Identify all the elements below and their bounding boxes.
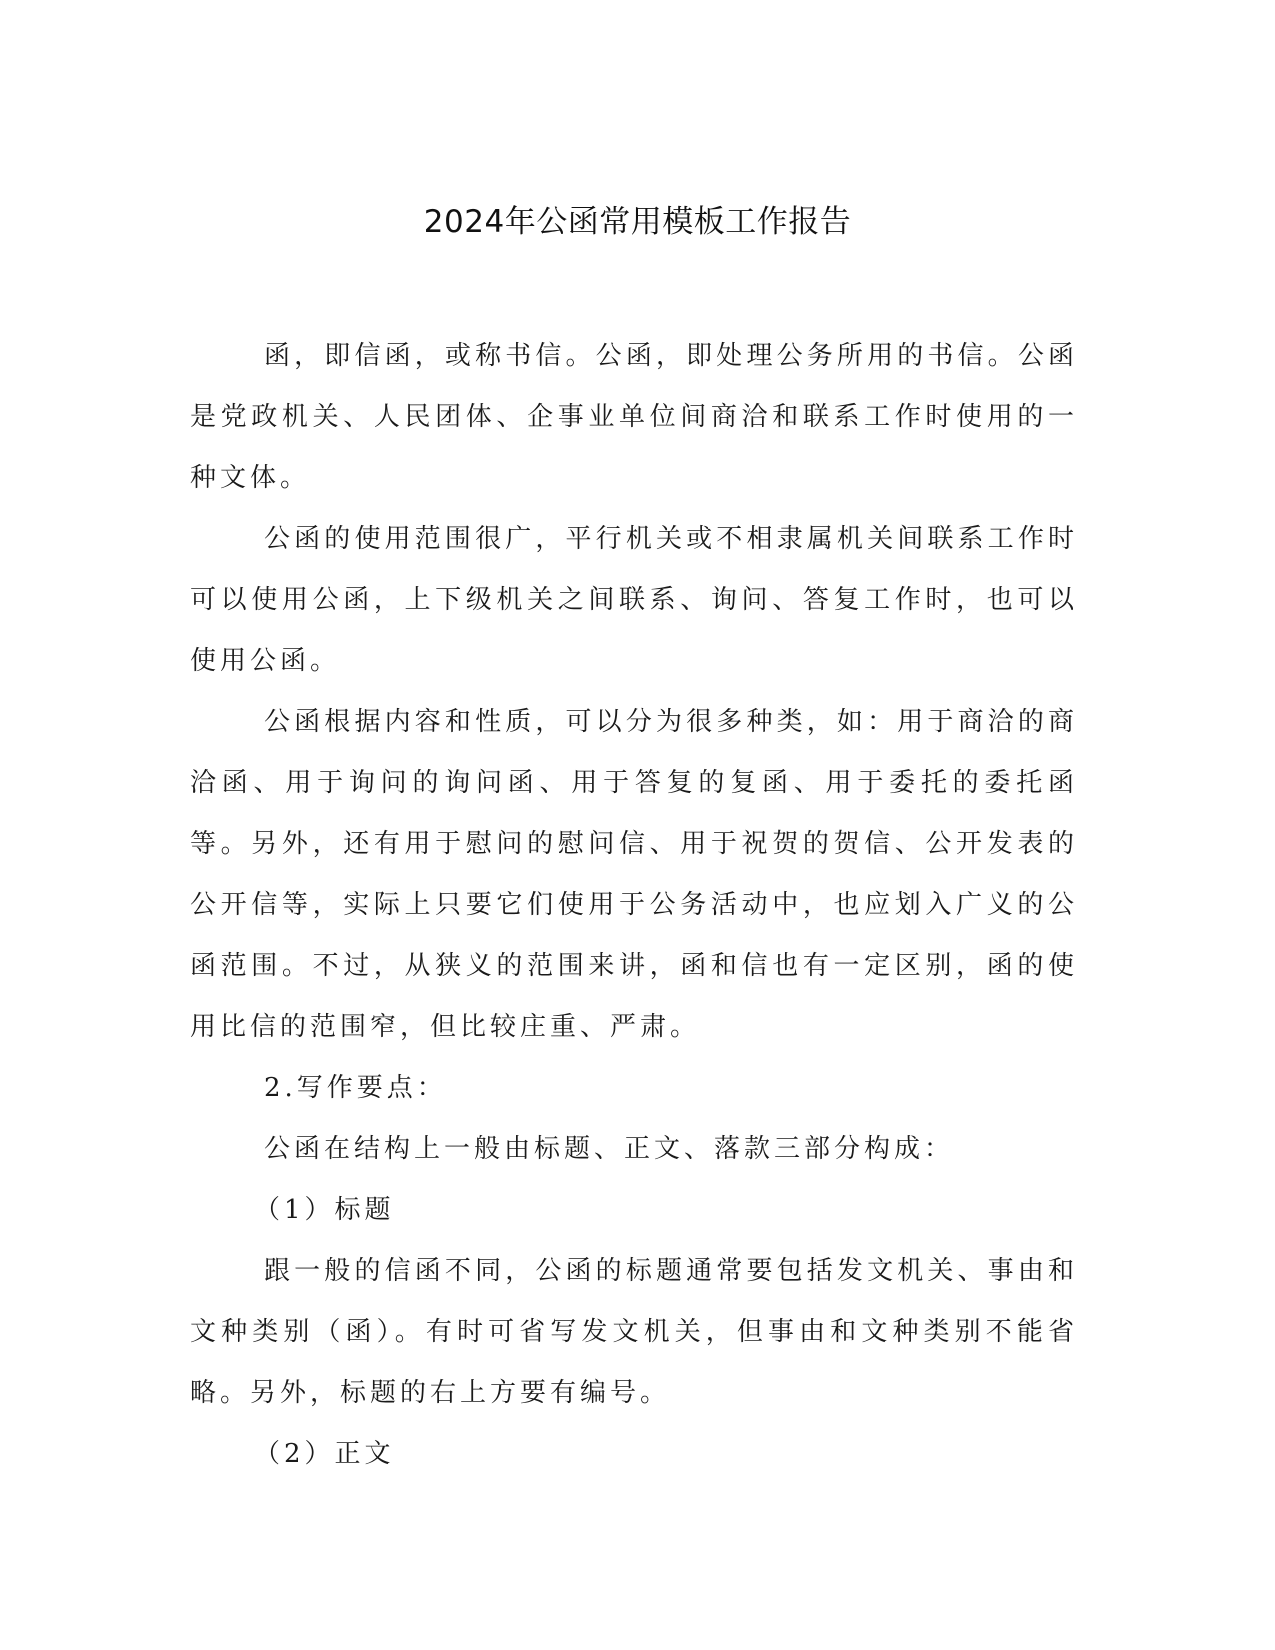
section-heading-writing-points: 2.写作要点： [264,1073,447,1103]
paragraph-title-details: 跟一般的信函不同，公函的标题通常要包括发文机关、事由和文种类别（函）。有时可省写发文机关，但事由和文种类别不能省略。另外，标题的右上方要有编号。 [190,1256,1078,1408]
paragraph-definition: 函，即信函，或称书信。公函，即处理公务所用的书信。公函是党政机关、人民团体、企事业单位间商洽和联系工作时使用的一种文体。 [190,341,1078,493]
subheading-title: （1）标题 [254,1195,395,1225]
paragraph-usage-scope: 公函的使用范围很广，平行机关或不相隶属机关间联系工作时可以使用公函，上下级机关之间联系、询问、答复工作时，也可以使用公函。 [190,524,1078,676]
subheading-body: （2）正文 [254,1439,395,1469]
paragraph-structure: 公函在结构上一般由标题、正文、落款三部分构成： [264,1134,955,1164]
document-title: 2024年公函常用模板工作报告 [423,204,852,240]
document-body [190,326,1078,1485]
paragraph-categories: 公函根据内容和性质，可以分为很多种类，如：用于商洽的商洽函、用于询问的询问函、用于答复的复函、用于委托的委托函等。另外，还有用于慰问的慰问信、用于祝贺的贺信、公开发表的公开信等，实际上只要它们使用于公务活动中，也应划入广义的公函范围。不过，从狭义的范围来讲，函和信也有一定区别，函的使用比信的范围窄，但比较庄重、严肃。 [190,707,1078,1042]
